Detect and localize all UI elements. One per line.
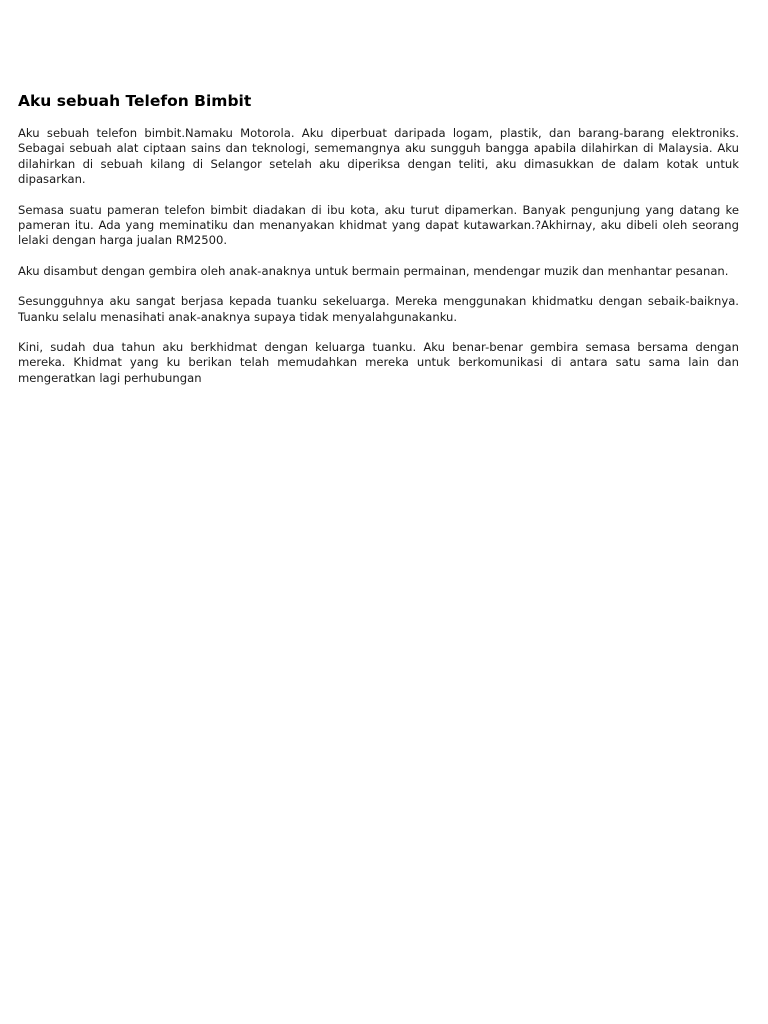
paragraph-1: Aku sebuah telefon bimbit.Namaku Motorola. Aku diperbuat daripada logam, plastik, dan barang-barang elektroniks. Sebagai sebuah alat ciptaan sains dan teknologi, sememangnya aku sungguh bangga apabila dilahirkan di Malaysia. Aku dilahirkan di sebuah kilang di Selangor setelah aku diperiksa dengan teliti, aku dimasukkan de dalam kotak untuk dipasarkan. bbox=[18, 126, 739, 187]
paragraph-2: Semasa suatu pameran telefon bimbit diadakan di ibu kota, aku turut dipamerkan. Banyak pengunjung yang datang ke pameran itu. Ada yang meminatiku dan menanyakan khidmat yang dapat kutawarkan.?Akhirnay, aku dibeli oleh seorang lelaki dengan harga jualan RM2500. bbox=[18, 202, 739, 248]
paragraph-5: Kini, sudah dua tahun aku berkhidmat dengan keluarga tuanku. Aku benar-benar gembira semasa bersama dengan mereka. Khidmat yang ku berikan telah memudahkan mereka untuk berkomunikasi di antara satu sama lain dan mengeratkan lagi perhubungan bbox=[18, 340, 739, 385]
paragraph-3: Aku disambut dengan gembira oleh anak-anaknya untuk bermain permainan, mendengar muzik dan menhantar pesanan. bbox=[18, 263, 729, 278]
paragraph-4: Sesungguhnya aku sangat berjasa kepada tuanku sekeluarga. Mereka menggunakan khidmatku dengan sebaik-baiknya. Tuanku selalu menasihati anak-anaknya supaya tidak menyalahgunakanku. bbox=[18, 294, 739, 324]
document-title: Aku sebuah Telefon Bimbit bbox=[18, 92, 252, 110]
document-page bbox=[18, 90, 739, 401]
